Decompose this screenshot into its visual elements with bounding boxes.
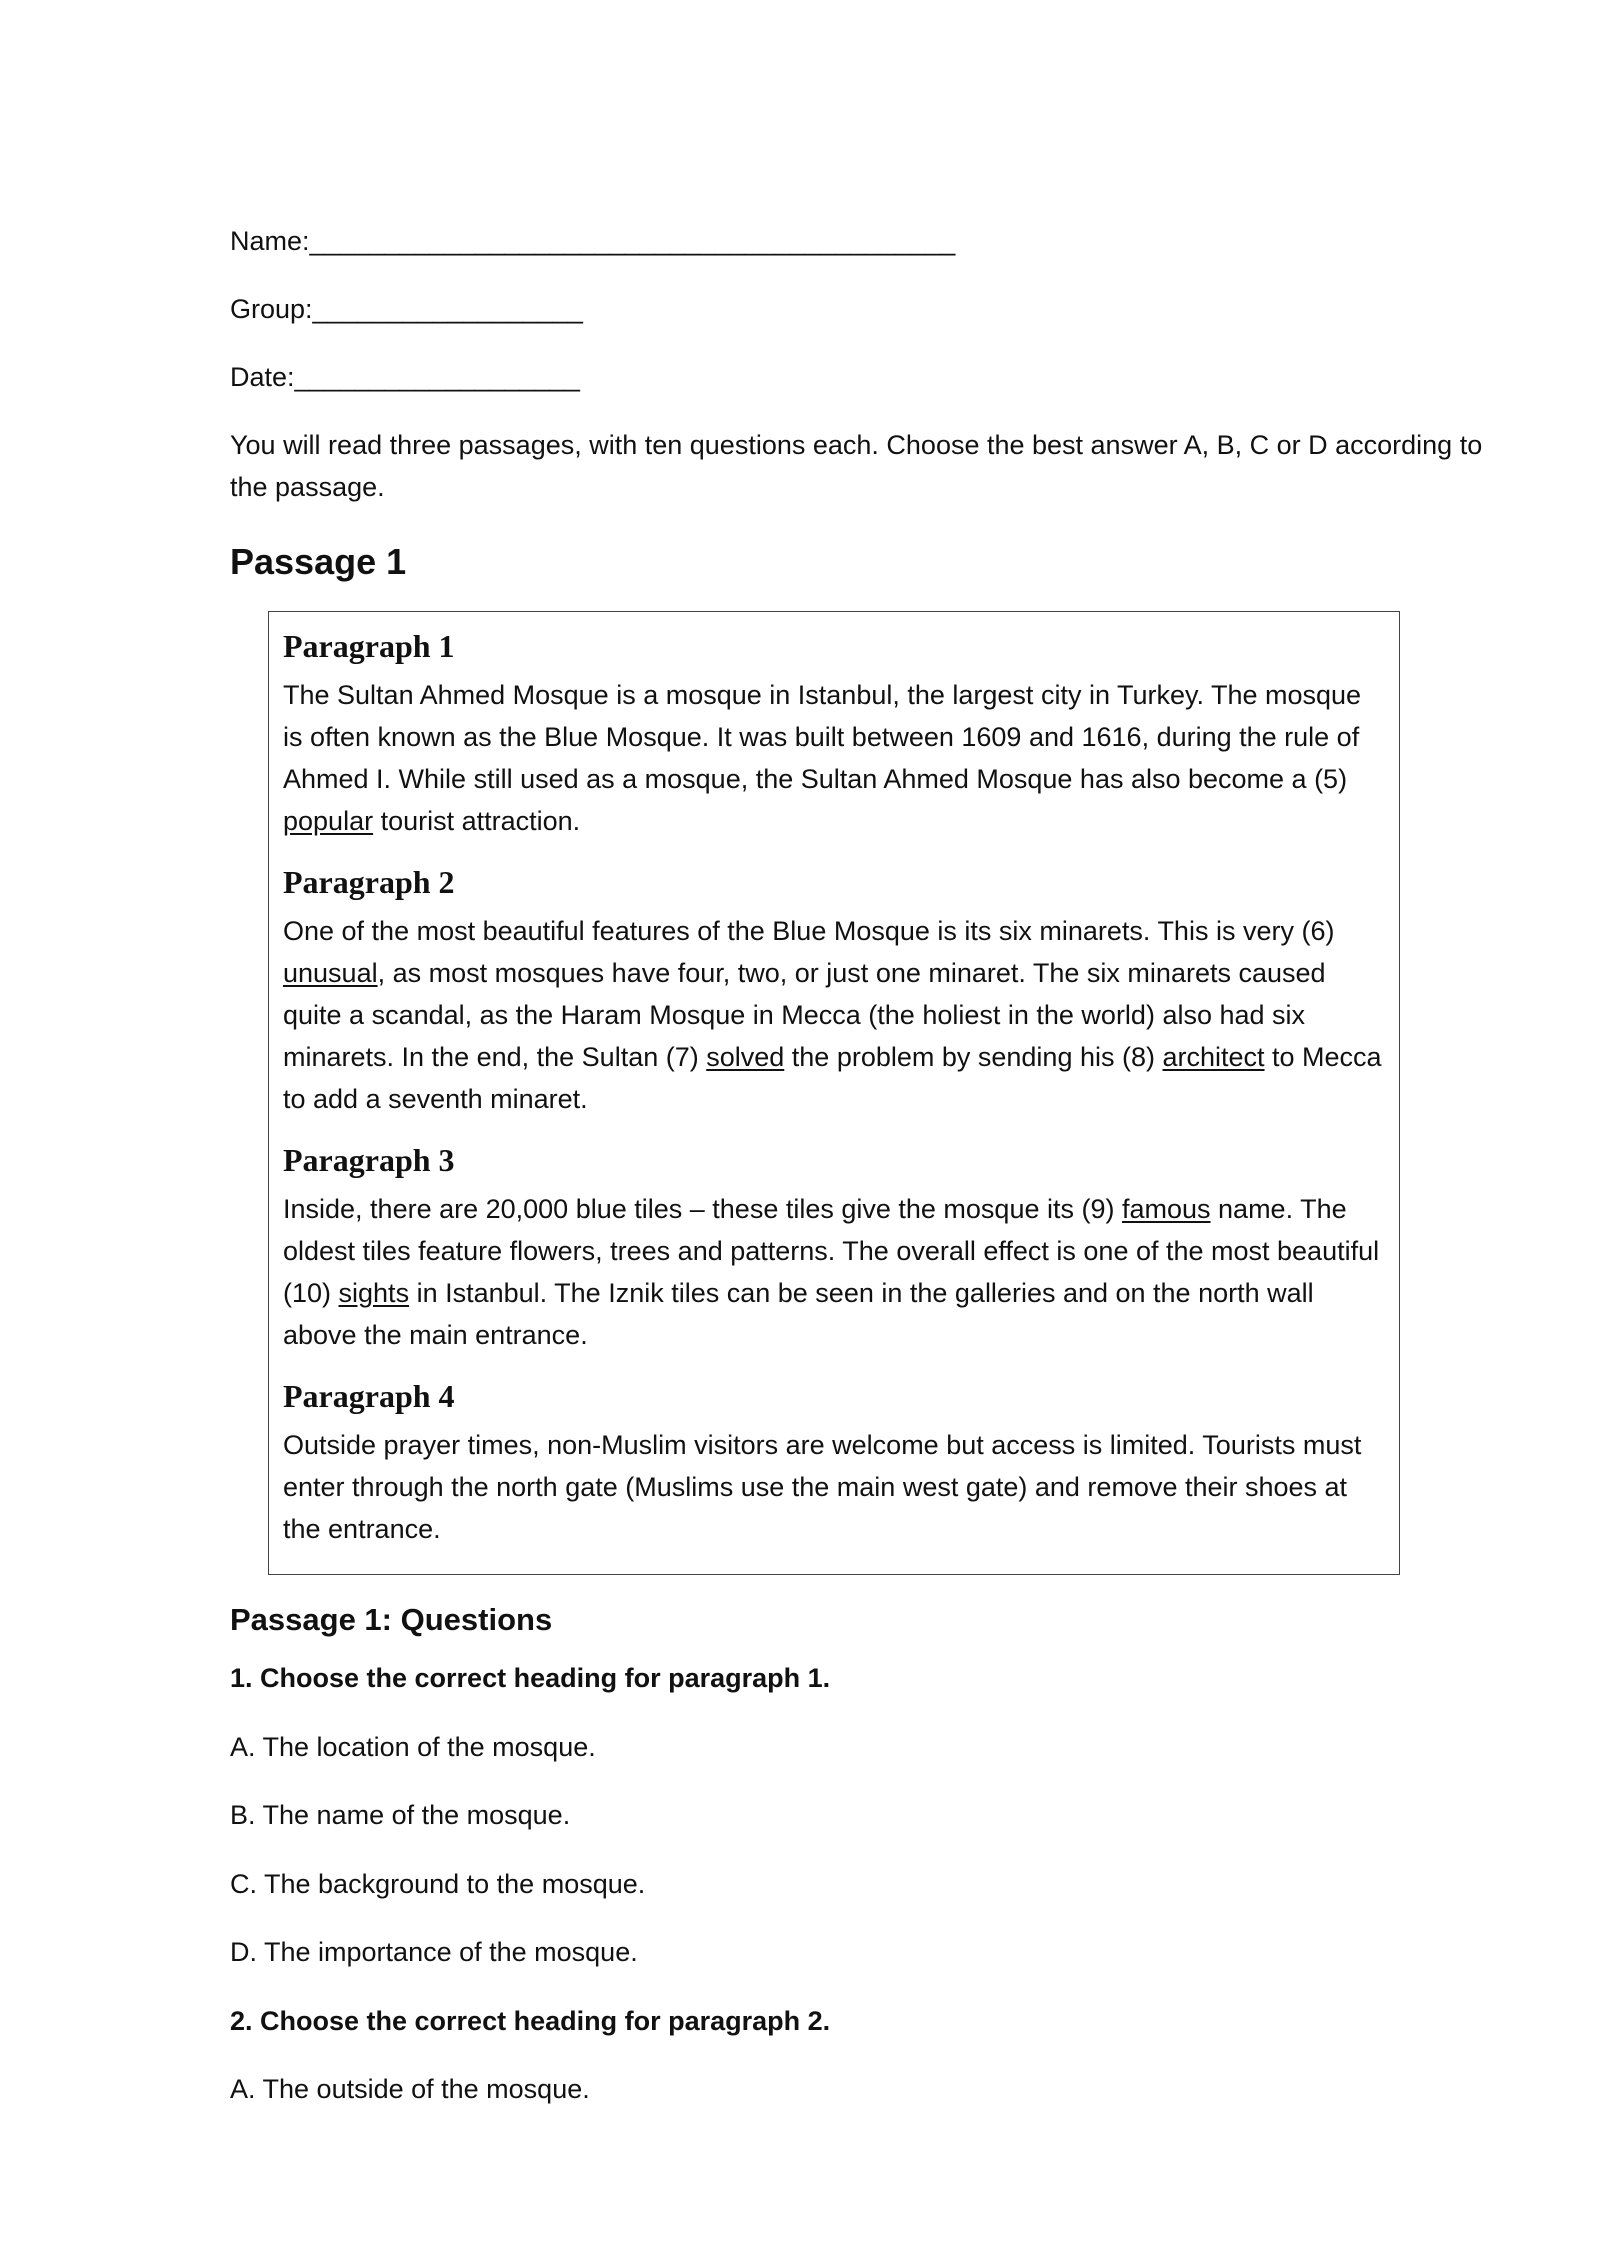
question-1-option-c[interactable]: C. The background to the mosque. — [230, 1869, 646, 1899]
paragraph-2 — [283, 862, 1388, 1120]
vocabulary-word: solved — [706, 1042, 785, 1072]
paragraph-text-segment: name. The oldest tiles feature flowers, trees and patterns. The overall effect is one of the most beautiful (10) — [283, 1194, 1380, 1308]
paragraph-text-segment: the problem by sending his (8) — [784, 1042, 1163, 1072]
vocabulary-word: sights — [338, 1278, 410, 1308]
paragraph-text-segment: Outside prayer times, non-Muslim visitors are welcome but access is limited. Tourists must enter through the north gate (Muslims use the main west gate) and remove their shoes at the entrance. — [283, 1430, 1362, 1544]
paragraph-text-segment: , as most mosques have four, two, or just one minaret. The six minarets caused quite a scandal, as the Haram Mosque in Mecca (the holiest in the world) also had six minarets. In the end, the Sultan (7) — [283, 958, 1326, 1072]
question-2-prompt: 2. Choose the correct heading for paragraph 2. — [230, 2006, 831, 2036]
paragraph-title: Paragraph 2 — [283, 864, 455, 900]
paragraph-text-segment: Inside, there are 20,000 blue tiles – these tiles give the mosque its (9) — [283, 1194, 1122, 1224]
vocabulary-word: unusual — [283, 958, 378, 988]
paragraph-title: Paragraph 1 — [283, 628, 455, 664]
paragraph-title: Paragraph 3 — [283, 1142, 455, 1178]
paragraph-text-segment: The Sultan Ahmed Mosque is a mosque in Istanbul, the largest city in Turkey. The mosque is often known as the Blue Mosque. It was built between 1609 and 1616, during the rule of Ahmed I. While still used as a mosque, the Sultan Ahmed Mosque has also become a (5) — [283, 680, 1362, 794]
paragraph-text — [283, 910, 1388, 1120]
paragraph-3 — [283, 1140, 1388, 1356]
paragraph-title: Paragraph 4 — [283, 1378, 455, 1414]
question-1-option-a[interactable]: A. The location of the mosque. — [230, 1732, 596, 1762]
vocabulary-word: famous — [1121, 1194, 1211, 1224]
paragraph-text — [283, 1424, 1388, 1550]
paragraph-text-segment: to Mecca to add a seventh minaret. — [283, 1042, 1382, 1114]
paragraph-text-segment: tourist attraction. — [373, 806, 581, 836]
question-1-prompt: 1. Choose the correct heading for paragraph 1. — [230, 1663, 831, 1693]
vocabulary-word: architect — [1162, 1042, 1265, 1072]
question-1-option-b[interactable]: B. The name of the mosque. — [230, 1800, 571, 1830]
date-field[interactable]: Date:___________________ — [230, 362, 580, 392]
group-field[interactable]: Group:__________________ — [230, 294, 583, 324]
paragraph-4 — [283, 1376, 1388, 1550]
question-2-option-a[interactable]: A. The outside of the mosque. — [230, 2074, 590, 2104]
paragraph-1 — [283, 626, 1388, 842]
instructions: You will read three passages, with ten questions each. Choose the best answer A, B, C or D according to the passage. — [230, 430, 1483, 502]
passage-title: Passage 1 — [230, 541, 407, 582]
paragraph-text — [283, 1188, 1388, 1356]
paragraph-text-segment: One of the most beautiful features of the Blue Mosque is its six minarets. This is very (6) — [283, 916, 1335, 946]
vocabulary-word: popular — [283, 806, 374, 836]
questions-title: Passage 1: Questions — [230, 1602, 553, 1637]
paragraph-text-segment: in Istanbul. The Iznik tiles can be seen in the galleries and on the north wall above the main entrance. — [283, 1278, 1314, 1350]
name-field[interactable]: Name:___________________________________________ — [230, 226, 956, 256]
question-1-option-d[interactable]: D. The importance of the mosque. — [230, 1937, 638, 1967]
paragraph-text — [283, 674, 1388, 842]
